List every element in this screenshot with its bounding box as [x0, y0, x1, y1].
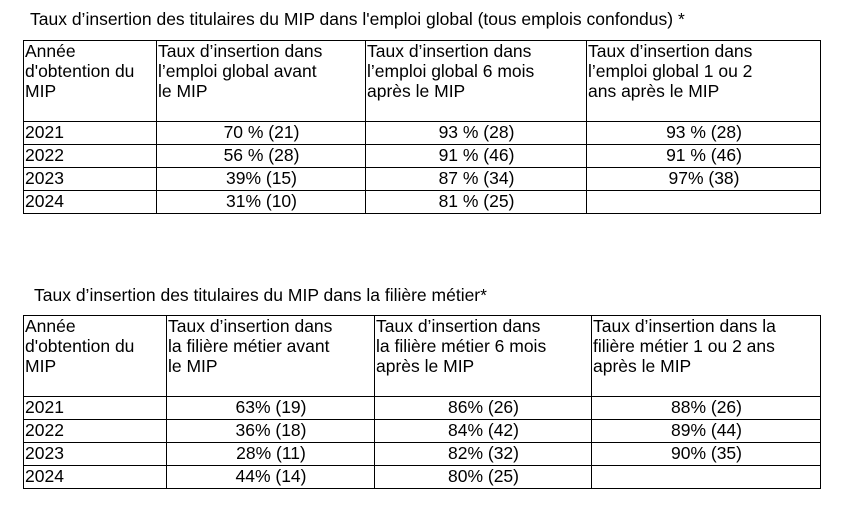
header-line: après le MIP: [367, 81, 466, 101]
header-line: l’emploi global avant: [158, 61, 317, 81]
table-row: [24, 420, 821, 443]
header-line: Année: [25, 316, 76, 336]
header-line: ans après le MIP: [588, 81, 720, 101]
cell-6-mois: 87 % (34): [366, 168, 587, 191]
cell-avant: 63% (19): [167, 397, 375, 420]
table-insertion-emploi-global: [23, 40, 821, 214]
cell-6-mois: 93 % (28): [366, 122, 587, 145]
cell-1-2-ans: 88% (26): [592, 397, 821, 420]
cell-year: 2024: [24, 466, 167, 489]
cell-year: 2021: [24, 122, 157, 145]
header-line: la filière métier 6 mois: [376, 336, 547, 356]
table2-caption: Taux d’insertion des titulaires du MIP dans la filière métier*: [34, 285, 487, 305]
header-line: Taux d’insertion dans: [376, 316, 541, 336]
table-row: [24, 122, 821, 145]
cell-avant: 56 % (28): [157, 145, 366, 168]
header-line: Année: [25, 41, 76, 61]
header-line: d'obtention du: [25, 61, 135, 81]
table-row: [24, 191, 821, 214]
header-avant: [157, 41, 366, 122]
cell-1-2-ans: 89% (44): [592, 420, 821, 443]
cell-year: 2021: [24, 397, 167, 420]
table-insertion-filiere-metier: [23, 315, 821, 489]
header-line: après le MIP: [376, 356, 475, 376]
header-6-mois: [366, 41, 587, 122]
cell-1-2-ans: 93 % (28): [587, 122, 821, 145]
header-1-2-ans: [587, 41, 821, 122]
cell-avant: 36% (18): [167, 420, 375, 443]
table-row: [24, 443, 821, 466]
header-line: Taux d’insertion dans: [168, 316, 333, 336]
table-header-row: [24, 316, 821, 397]
cell-avant: 44% (14): [167, 466, 375, 489]
header-line: la filière métier avant: [168, 336, 330, 356]
cell-6-mois: 91 % (46): [366, 145, 587, 168]
table-row: [24, 466, 821, 489]
cell-1-2-ans: [592, 466, 821, 489]
header-line: Taux d’insertion dans: [367, 41, 532, 61]
header-line: MIP: [25, 81, 57, 101]
cell-year: 2024: [24, 191, 157, 214]
cell-1-2-ans: 90% (35): [592, 443, 821, 466]
cell-1-2-ans: [587, 191, 821, 214]
cell-avant: 28% (11): [167, 443, 375, 466]
cell-avant: 39% (15): [157, 168, 366, 191]
cell-6-mois: 81 % (25): [366, 191, 587, 214]
cell-6-mois: 80% (25): [375, 466, 592, 489]
cell-avant: 70 % (21): [157, 122, 366, 145]
cell-year: 2023: [24, 443, 167, 466]
table-row: [24, 145, 821, 168]
header-line: filière métier 1 ou 2 ans: [593, 336, 775, 356]
header-avant: [167, 316, 375, 397]
cell-1-2-ans: 97% (38): [587, 168, 821, 191]
cell-6-mois: 86% (26): [375, 397, 592, 420]
cell-1-2-ans: 91 % (46): [587, 145, 821, 168]
header-line: d'obtention du: [25, 336, 135, 356]
header-line: après le MIP: [593, 356, 692, 376]
header-annee: [24, 316, 167, 397]
table1-caption: Taux d’insertion des titulaires du MIP dans l'emploi global (tous emplois confondus) *: [30, 9, 685, 29]
table-header-row: [24, 41, 821, 122]
header-line: Taux d’insertion dans: [588, 41, 753, 61]
cell-avant: 31% (10): [157, 191, 366, 214]
header-line: l’emploi global 1 ou 2: [588, 61, 753, 81]
header-line: l’emploi global 6 mois: [367, 61, 535, 81]
header-6-mois: [375, 316, 592, 397]
header-line: le MIP: [168, 356, 218, 376]
header-line: le MIP: [158, 81, 208, 101]
cell-6-mois: 84% (42): [375, 420, 592, 443]
table-row: [24, 168, 821, 191]
cell-6-mois: 82% (32): [375, 443, 592, 466]
cell-year: 2022: [24, 420, 167, 443]
header-line: Taux d’insertion dans la: [593, 316, 776, 336]
cell-year: 2022: [24, 145, 157, 168]
header-1-2-ans: [592, 316, 821, 397]
header-line: MIP: [25, 356, 57, 376]
header-line: Taux d’insertion dans: [158, 41, 323, 61]
table-row: [24, 397, 821, 420]
cell-year: 2023: [24, 168, 157, 191]
header-annee: [24, 41, 157, 122]
